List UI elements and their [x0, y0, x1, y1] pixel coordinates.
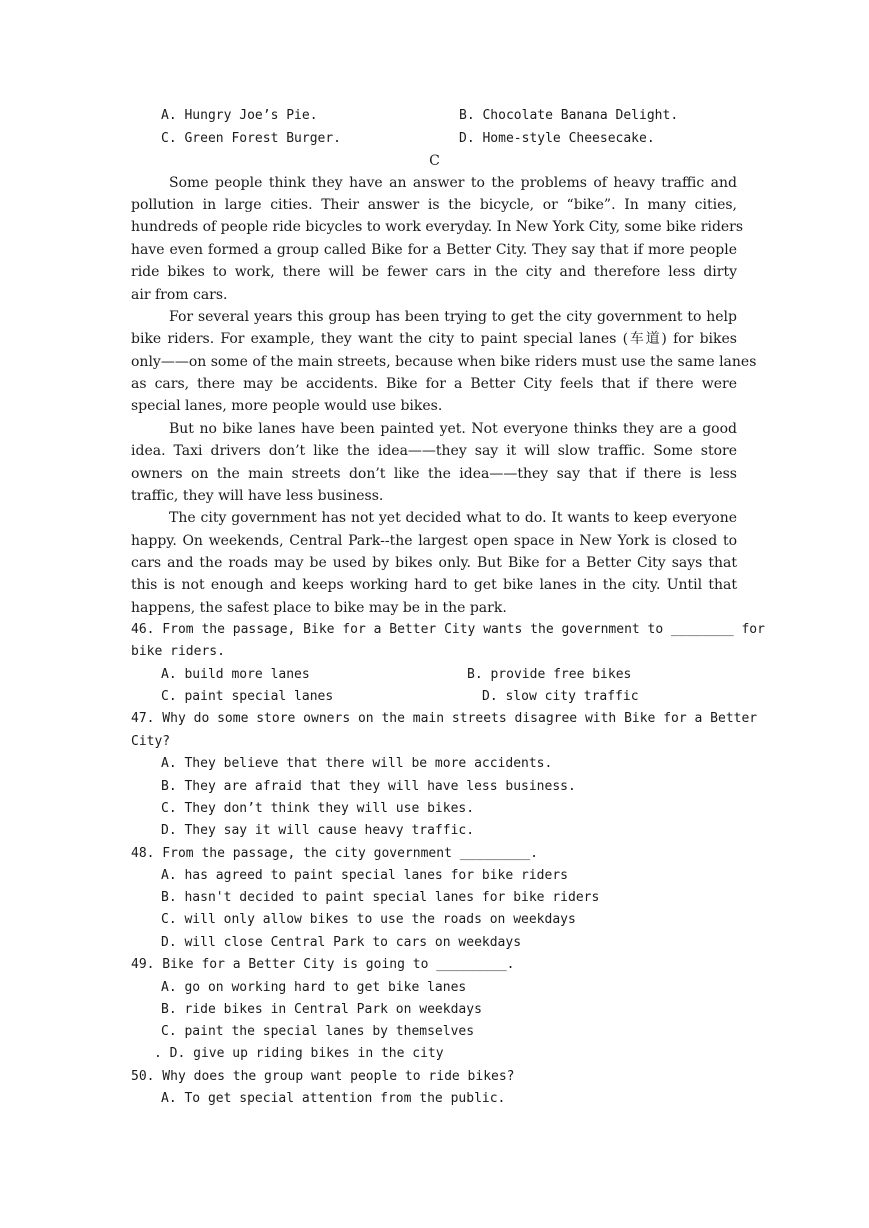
question-46-option-b: B. provide free bikes	[467, 667, 632, 682]
passage-line: idea. Taxi drivers don’t like the idea——they say it will slow traffic. Some store	[131, 443, 737, 459]
passage-line: traffic, they will have less business.	[131, 488, 384, 504]
question-46-stem: 46. From the passage, Bike for a Better City wants the government to ________ for	[131, 622, 765, 637]
passage-line: cars and the roads may be used by bikes only. But Bike for a Better City says that	[131, 555, 737, 571]
question-50-stem: 50. Why does the group want people to ride bikes?	[131, 1069, 515, 1084]
passage-line: happy. On weekends, Central Park--the largest open space in New York is closed to	[131, 533, 737, 549]
question-49-option-d: . D. give up riding bikes in the city	[154, 1046, 444, 1061]
question-47-option-a: A. They believe that there will be more accidents.	[161, 756, 553, 771]
passage-line: air from cars.	[131, 287, 228, 303]
section-letter: C	[429, 153, 440, 169]
passage-line: The city government has not yet decided what to do. It wants to keep everyone	[169, 510, 737, 526]
question-48-option-b: B. hasn't decided to paint special lanes for bike riders	[161, 890, 600, 905]
passage-line: happens, the safest place to bike may be in the park.	[131, 600, 507, 616]
passage-line: But no bike lanes have been painted yet. Not everyone thinks they are a good	[169, 421, 737, 437]
question-48-option-d: D. will close Central Park to cars on weekdays	[161, 935, 522, 950]
passage-line: have even formed a group called Bike for a Better City. They say that if more people	[131, 242, 737, 258]
question-47-stem-cont: City?	[131, 734, 171, 749]
passage-line: bike riders. For example, they want the city to paint special lanes (车道) for bikes	[131, 331, 737, 347]
passage-line: this is not enough and keeps working hard to get bike lanes in the city. Until that	[131, 577, 737, 593]
prev-option-a: A. Hungry Joe’s Pie.	[161, 108, 318, 123]
question-47-stem: 47. Why do some store owners on the main streets disagree with Bike for a Better	[131, 711, 758, 726]
question-50-option-a: A. To get special attention from the public.	[161, 1091, 506, 1106]
passage-line: ride bikes to work, there will be fewer cars in the city and therefore less dirty	[131, 264, 737, 280]
question-49-stem: 49. Bike for a Better City is going to _________.	[131, 957, 515, 972]
passage-line: owners on the main streets don’t like the idea——they say that if there is less	[131, 466, 737, 482]
question-48-option-a: A. has agreed to paint special lanes for bike riders	[161, 868, 568, 883]
passage-line: For several years this group has been trying to get the city government to help	[169, 309, 737, 325]
passage-line: hundreds of people ride bicycles to work everyday. In New York City, some bike riders	[131, 219, 744, 235]
question-48-stem: 48. From the passage, the city government _________.	[131, 846, 538, 861]
question-46-option-c: C. paint special lanes	[161, 689, 334, 704]
prev-option-d: D. Home-style Cheesecake.	[459, 131, 655, 146]
question-49-option-b: B. ride bikes in Central Park on weekdays	[161, 1002, 482, 1017]
question-46-option-d: D. slow city traffic	[482, 689, 639, 704]
passage-line: as cars, there may be accidents. Bike for a Better City feels that if there were	[131, 376, 737, 392]
question-48-option-c: C. will only allow bikes to use the roads on weekdays	[161, 912, 576, 927]
question-47-option-d: D. They say it will cause heavy traffic.	[161, 823, 475, 838]
prev-option-c: C. Green Forest Burger.	[161, 131, 342, 146]
question-46-stem-cont: bike riders.	[131, 644, 225, 659]
question-47-option-b: B. They are afraid that they will have less business.	[161, 779, 576, 794]
question-46-option-a: A. build more lanes	[161, 667, 310, 682]
passage-line: Some people think they have an answer to the problems of heavy traffic and	[169, 175, 737, 191]
passage-line: only——on some of the main streets, because when bike riders must use the same lanes	[131, 354, 757, 370]
question-49-option-a: A. go on working hard to get bike lanes	[161, 980, 467, 995]
question-47-option-c: C. They don’t think they will use bikes.	[161, 801, 475, 816]
question-49-option-c: C. paint the special lanes by themselves	[161, 1024, 475, 1039]
passage-line: pollution in large cities. Their answer is the bicycle, or “bike”. In many cities,	[131, 197, 737, 213]
passage-line: special lanes, more people would use bikes.	[131, 398, 443, 414]
prev-option-b: B. Chocolate Banana Delight.	[459, 108, 679, 123]
